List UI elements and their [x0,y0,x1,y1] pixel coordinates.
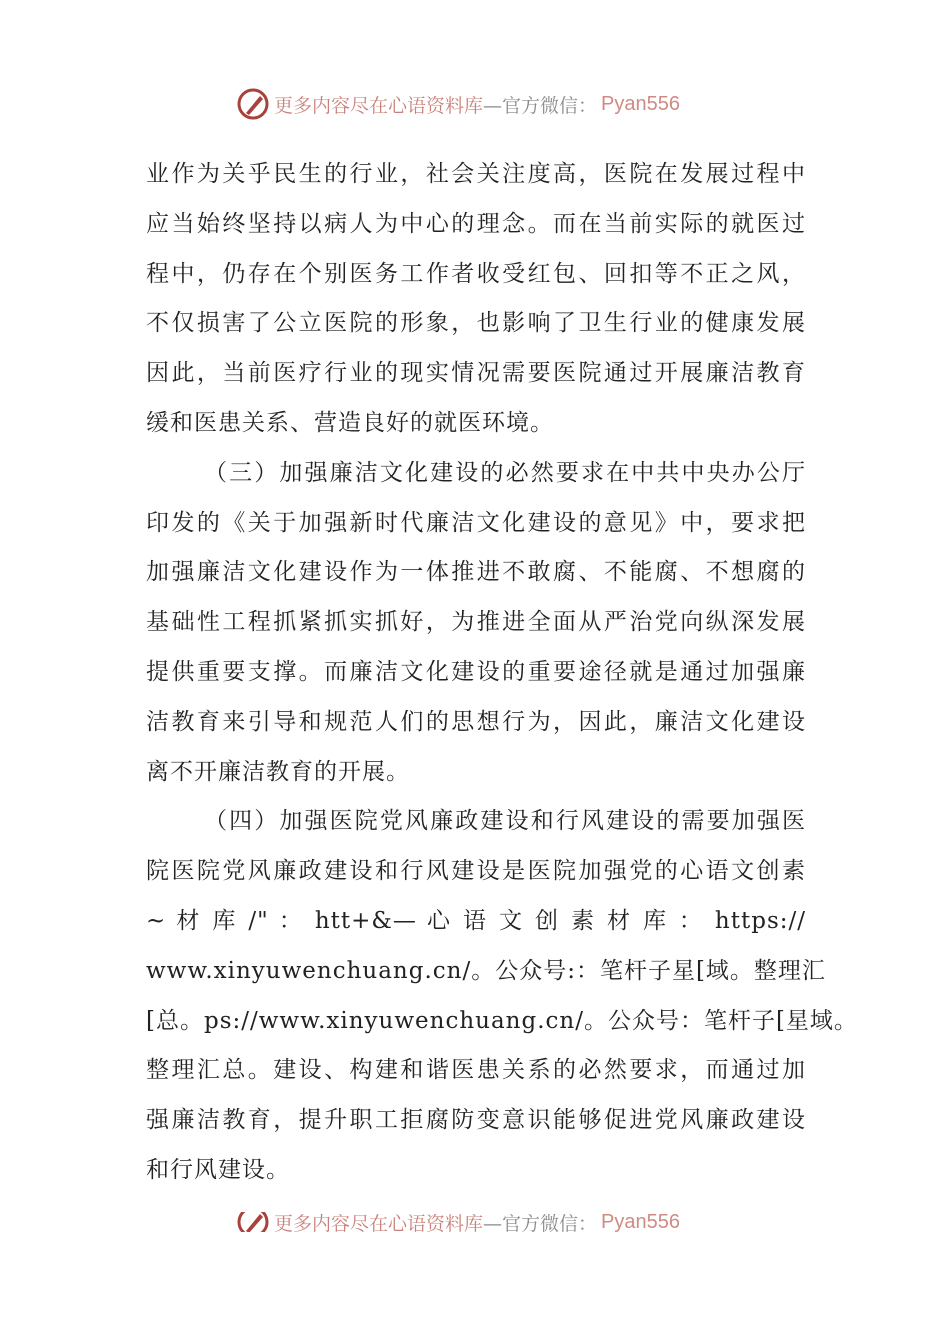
footer-watermark [236,1212,680,1232]
watermark-text: 更多内容尽在心语资料库 [274,1212,484,1232]
text-line: 院医院党风廉政建设和行风建设是医院加强党的心语文创素 [146,858,806,885]
text-line: （三）加强廉洁文化建设的必然要求在中共中央办公厅 [204,459,806,486]
footer-watermark-clip [0,1212,950,1232]
text-line: 洁教育来引导和规范人们的思想行为，因此，廉洁文化建设 [146,708,806,735]
watermark-wechat-id: Pyan556 [601,1212,680,1232]
text-line: 印发的《关于加强新时代廉洁文化建设的意见》中，要求把 [146,509,806,536]
text-line: 程中，仍存在个别医务工作者收受红包、回扣等不正之风， [146,260,806,287]
text-line: 应当始终坚持以病人为中心的理念。而在当前实际的就医过 [146,210,806,237]
text-line: 加强廉洁文化建设作为一体推进不敢腐、不能腐、不想腐的 [146,559,806,586]
text-line: 不仅损害了公立医院的形象，也影响了卫生行业的健康发展 [146,310,806,337]
text-line: 缓和医患关系、营造良好的就医环境。 [146,409,554,436]
text-line: [总。ps://www.xinyuwenchuang.cn/。公众号：笔杆子[星域。 [146,1007,858,1034]
pen-logo-icon [236,1212,270,1232]
text-line: （四）加强医院党风廉政建设和行风建设的需要加强医 [204,808,806,835]
text-line: 离不开廉洁教育的开展。 [146,758,410,785]
text-line: www.xinyuwenchuang.cn/。公众号:：笔杆子星[域。整理汇 [146,957,826,984]
text-line: 提供重要支撑。而廉洁文化建设的重要途径就是通过加强廉 [146,658,806,685]
watermark-text: 更多内容尽在心语资料库 [274,94,484,117]
document-body [146,150,858,1196]
text-line: 整理汇总。建设、构建和谐医患关系的必然要求，而通过加 [146,1057,806,1084]
pen-logo-icon [236,87,270,121]
header-watermark [236,86,680,122]
text-line: 因此，当前医疗行业的现实情况需要医院通过开展廉洁教育 [146,360,806,387]
watermark-wechat-label: —官方微信： [483,94,598,117]
text-line: 和行风建设。 [146,1156,290,1183]
text-line: ~ 材 库 /" ： htt+&— 心 语 文 创 素 材 库 ： https:// [146,907,806,934]
text-line: 业作为关乎民生的行业，社会关注度高，医院在发展过程中 [146,161,806,187]
text-line: 基础性工程抓紧抓实抓好，为推进全面从严治党向纵深发展 [146,609,806,636]
watermark-wechat-label: —官方微信： [483,1212,598,1232]
watermark-wechat-id: Pyan556 [601,92,680,115]
text-line: 强廉洁教育，提升职工拒腐防变意识能够促进党风廉政建设 [146,1107,806,1134]
